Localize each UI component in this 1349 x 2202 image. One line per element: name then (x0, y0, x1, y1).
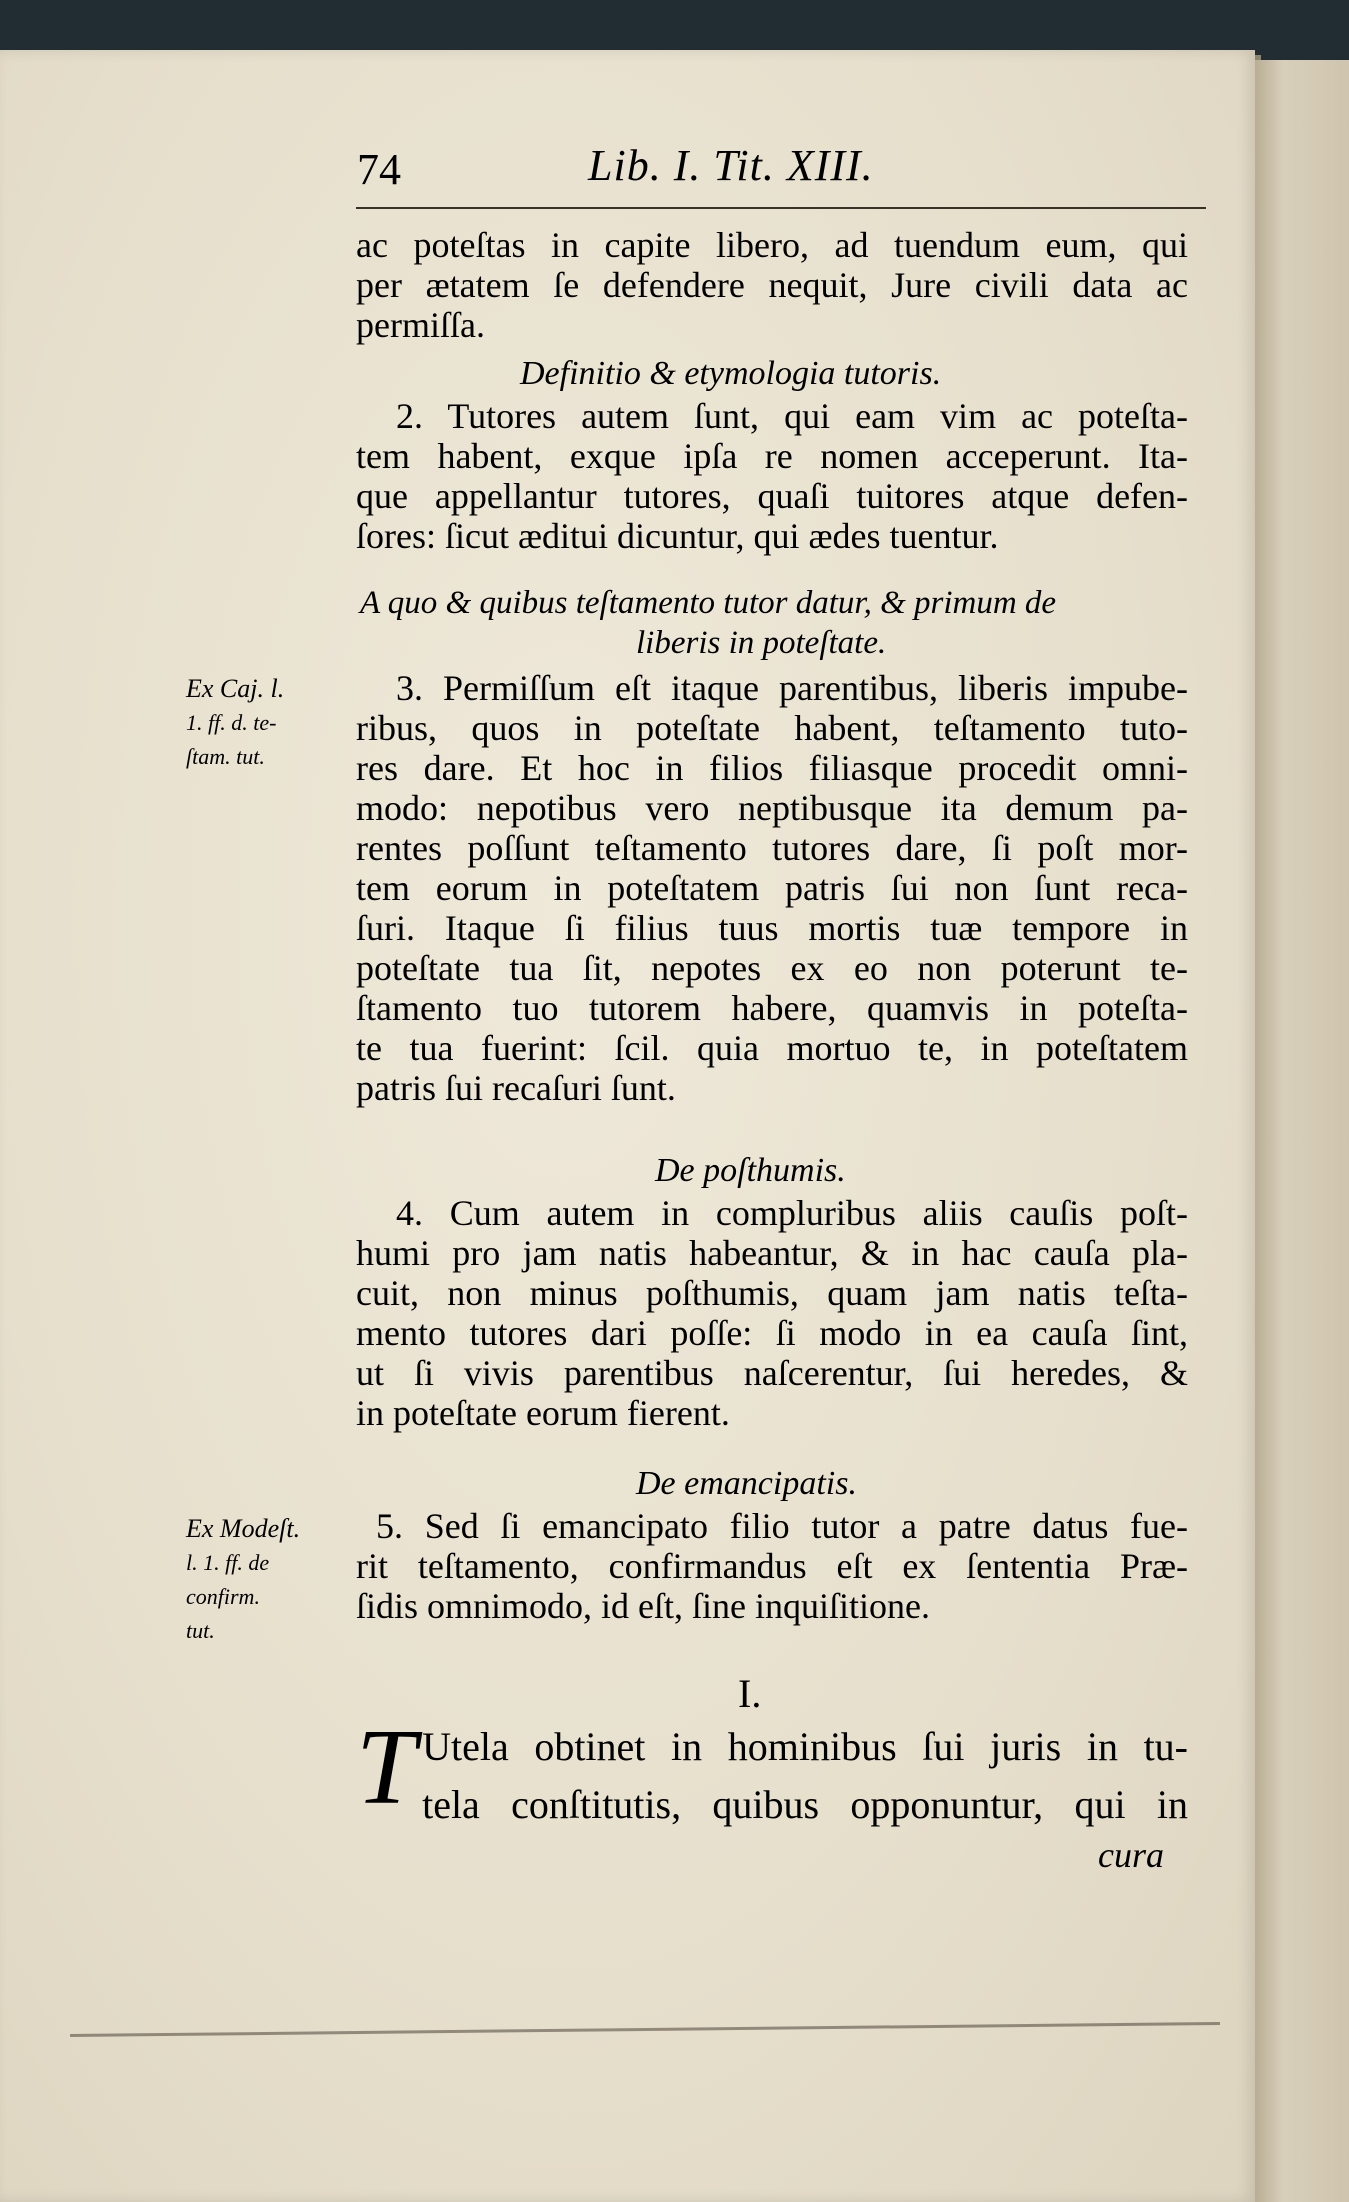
text-line: ſidis omnimodo, id eſt, ſine inquiſitione. (356, 1586, 930, 1626)
text-line: tem eorum in poteſtatem patris ſui non ſunt reca- (356, 868, 1188, 908)
text-line: rit teſtamento, confirmandus eſt ex ſententia Præ- (356, 1546, 1188, 1586)
commentary-paragraph (356, 1708, 1188, 1834)
text-line: in poteſtate eorum fierent. (356, 1393, 730, 1433)
margin-line: 1. ff. d. te- (186, 710, 277, 735)
running-title: Lib. I. Tit. XIII. (588, 141, 874, 190)
text-line: permiſſa. (356, 305, 485, 345)
paragraph-3 (356, 668, 1188, 1108)
paragraph-2 (356, 396, 1188, 556)
text-line: ac poteſtas in capite libero, ad tuendum eum, qui (356, 225, 1188, 265)
text-line: Utela obtinet in hominibus ſui juris in tu- (422, 1724, 1188, 1769)
heading-a-quo: A quo & quibus teſtamento tutor datur, & primum de (360, 585, 1057, 621)
catchword: cura (1098, 1835, 1164, 1875)
text-line: ſuri. Itaque ſi filius tuus mortis tuæ tempore in (356, 908, 1188, 948)
commentary-section-number: I. (738, 1671, 762, 1716)
heading-emancipatis: De emancipatis. (636, 1465, 857, 1502)
text-line: per ætatem ſe defendere nequit, Jure civili data ac (356, 265, 1188, 305)
page-number: 74 (357, 145, 401, 194)
text-line: ut ſi vivis parentibus naſcerentur, ſui heredes, & (356, 1353, 1188, 1393)
text-line: patris ſui recaſuri ſunt. (356, 1068, 676, 1108)
margin-line: Ex Caj. l. (186, 674, 285, 703)
text-line: rentes poſſunt teſtamento tutores dare, ſi poſt mor- (356, 828, 1188, 868)
text-line: tem habent, exque ipſa re nomen acceperunt. Ita- (356, 436, 1188, 476)
margin-line: l. 1. ff. de (186, 1550, 270, 1575)
text-line: que appellantur tutores, quaſi tuitores atque defen- (356, 476, 1188, 516)
margin-line: ſtam. tut. (186, 744, 265, 769)
paragraph-5 (356, 1506, 1188, 1626)
text-line: ribus, quos in poteſtate habent, teſtamento tuto- (356, 708, 1188, 748)
text-line: ſores: ſicut æditui dicuntur, qui ædes tuentur. (356, 516, 999, 556)
text-line: tela conſtitutis, quibus opponuntur, qui in (422, 1782, 1188, 1827)
paragraph-1 (356, 225, 1188, 345)
margin-line: confirm. (186, 1584, 260, 1609)
text-line: mento tutores dari poſſe: ſi modo in ea cauſa ſint, (356, 1313, 1188, 1353)
text-line: 2. Tutores autem ſunt, qui eam vim ac poteſta- (396, 396, 1188, 436)
header-rule (356, 207, 1206, 209)
heading-posthumis: De poſthumis. (655, 1152, 846, 1189)
text-line: te tua fuerint: ſcil. quia mortuo te, in poteſtatem (356, 1028, 1188, 1068)
text-line: poteſtate tua ſit, nepotes ex eo non poterunt te- (356, 948, 1188, 988)
heading-definitio: Definitio & etymologia tutoris. (520, 355, 942, 392)
margin-note-caj (186, 672, 284, 774)
margin-line: tut. (186, 1618, 215, 1643)
margin-line: Ex Modeſt. (186, 1514, 301, 1543)
drop-cap-letter: T (356, 1708, 417, 1827)
text-line: cuit, non minus poſthumis, quam jam natis teſta- (356, 1273, 1188, 1313)
next-page-edge (1255, 60, 1349, 2202)
text-line: res dare. Et hoc in filios filiasque procedit omni- (356, 748, 1188, 788)
text-line: humi pro jam natis habeantur, & in hac cauſa pla- (356, 1233, 1188, 1273)
margin-note-modest (186, 1512, 300, 1648)
text-line: 4. Cum autem in compluribus aliis cauſis poſt- (396, 1193, 1188, 1233)
paragraph-4 (356, 1193, 1188, 1433)
text-line: 5. Sed ſi emancipato filio tutor a patre datus fue- (376, 1506, 1188, 1546)
text-line: ſtamento tuo tutorem habere, quamvis in poteſta- (356, 988, 1188, 1028)
text-line: modo: nepotibus vero neptibusque ita demum pa- (356, 788, 1188, 828)
text-line: 3. Permiſſum eſt itaque parentibus, liberis impube- (396, 668, 1188, 708)
heading-a-quo-cont: liberis in poteſtate. (636, 625, 887, 661)
